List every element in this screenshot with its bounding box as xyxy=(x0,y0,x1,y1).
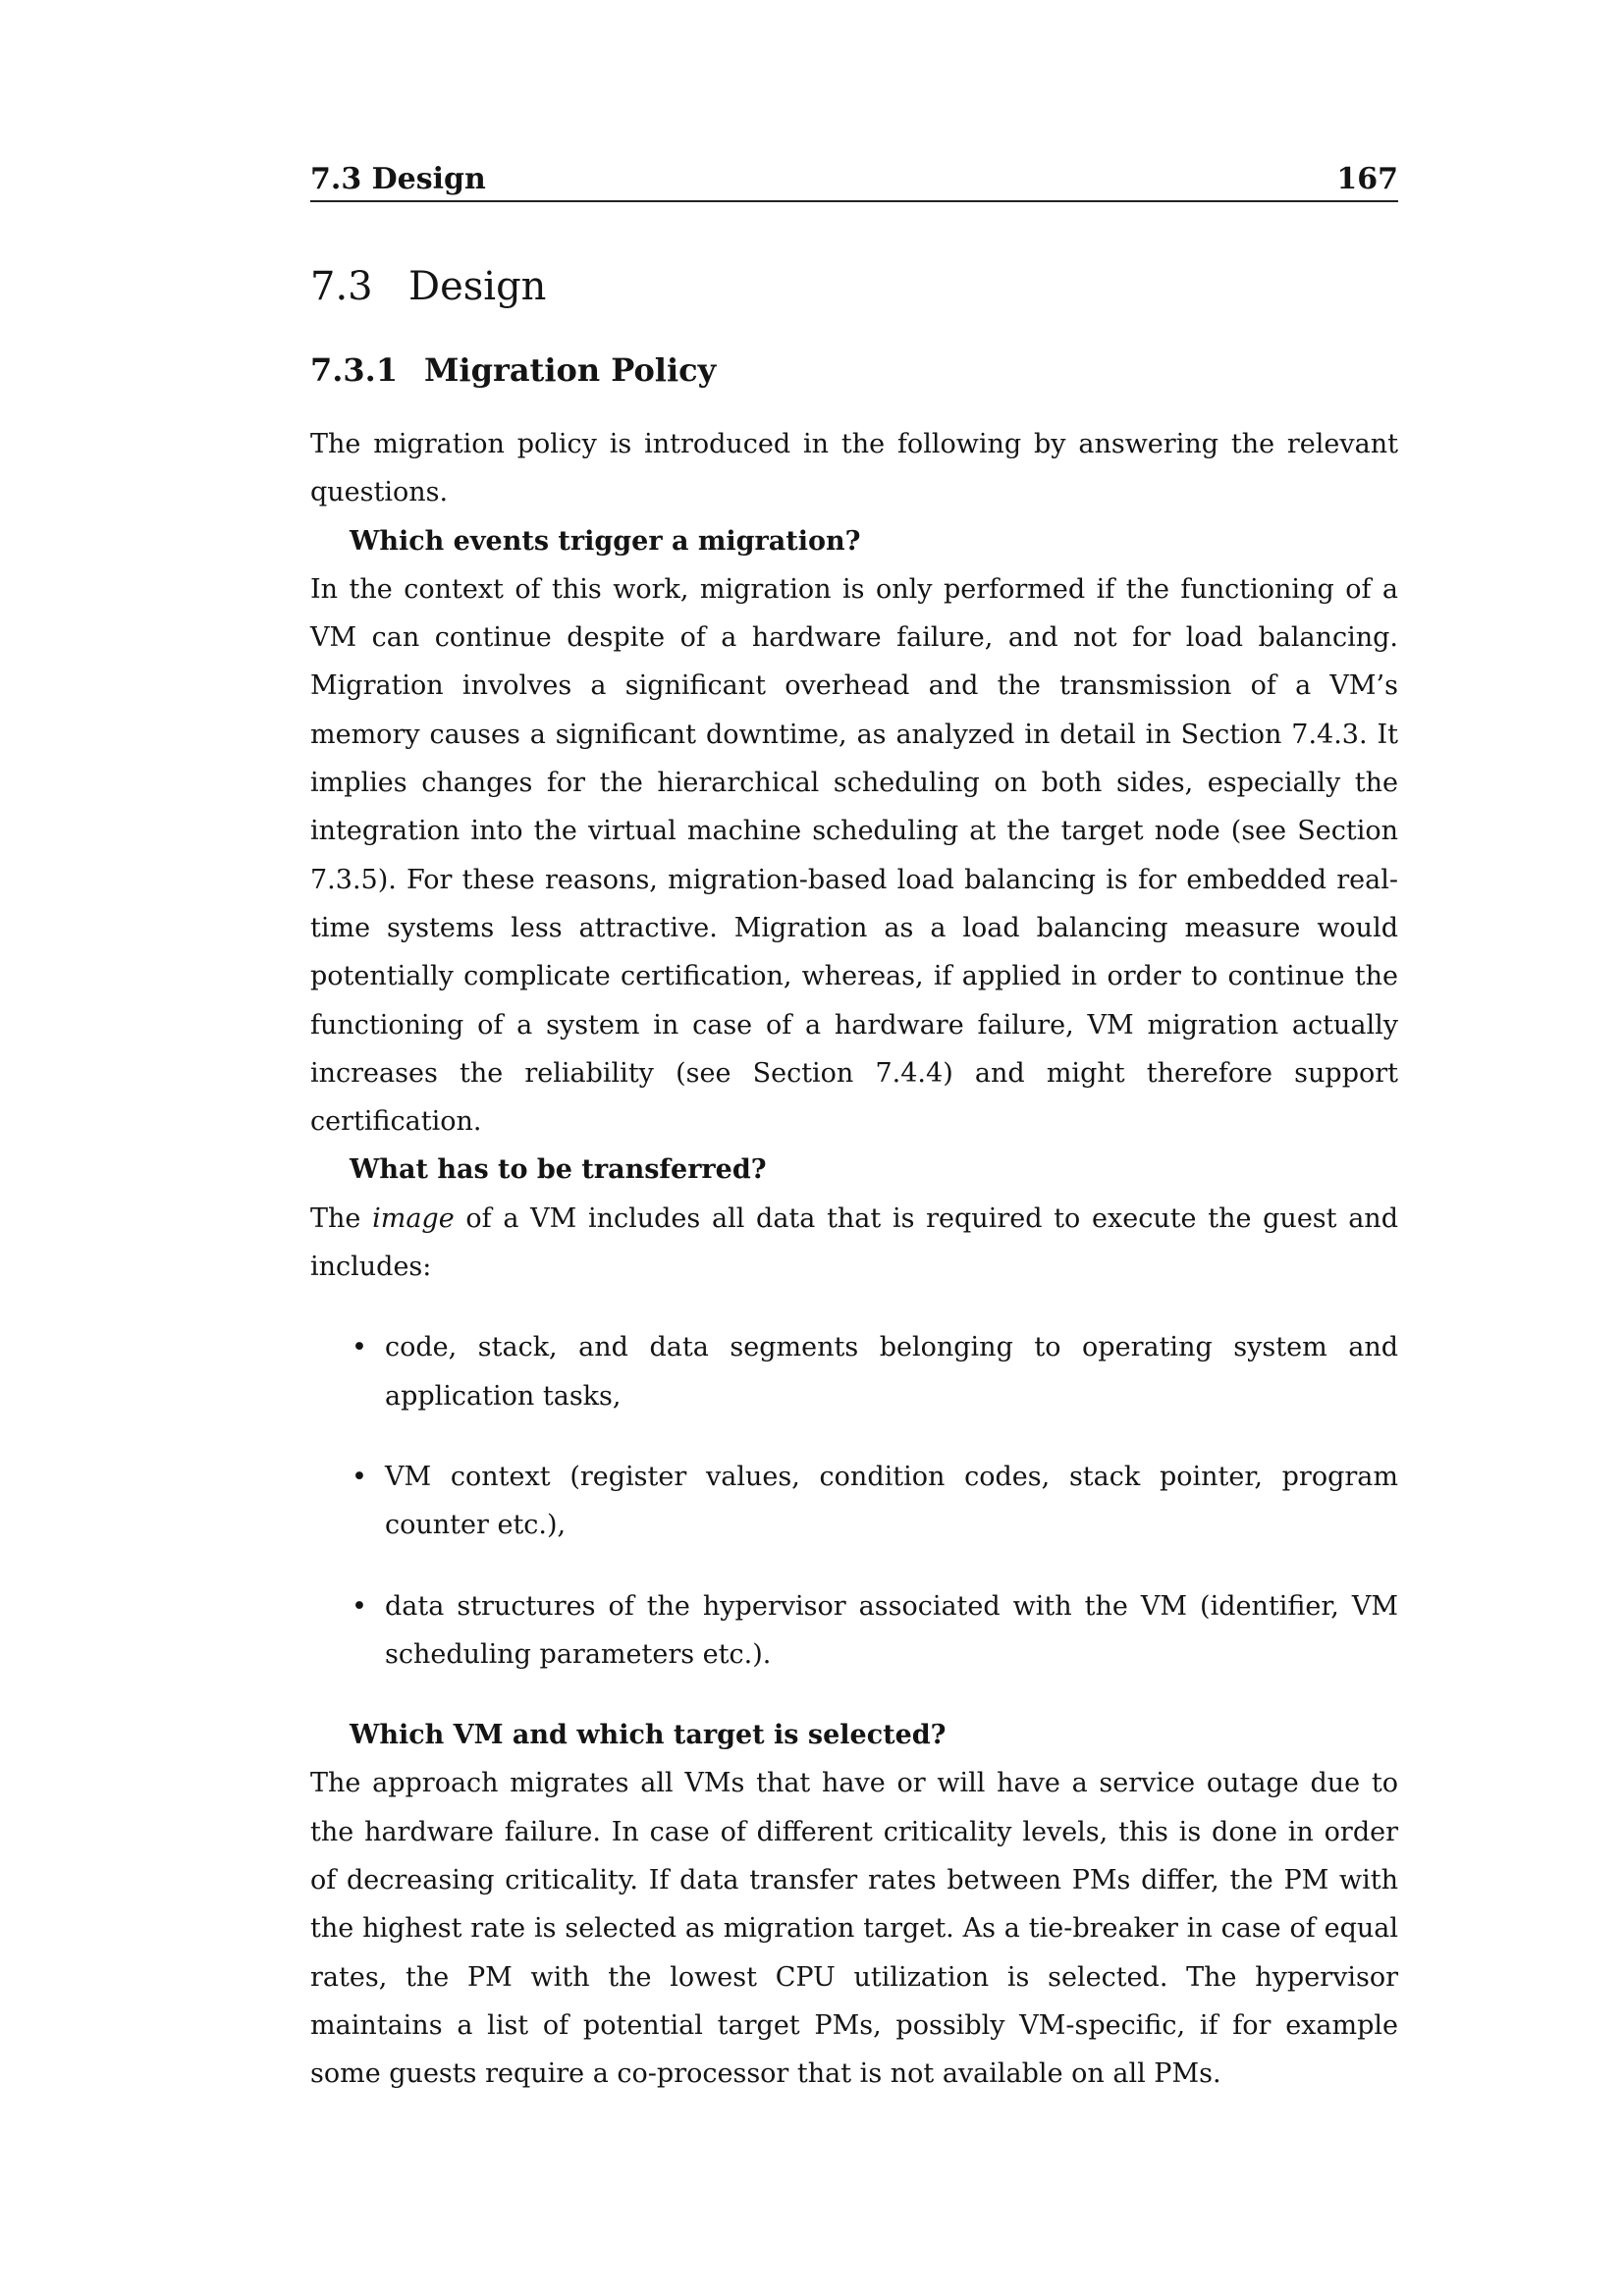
header-section-label: 7.3 Design xyxy=(310,162,486,196)
page-number: 167 xyxy=(1336,162,1398,196)
bullet-icon: • xyxy=(352,1332,367,1363)
section-heading xyxy=(310,257,546,316)
section-title: Design xyxy=(408,264,547,309)
transfer-text-after: of a VM includes all data that is required to execute the guest and includes: xyxy=(310,1202,1398,1283)
section-number: 7.3 xyxy=(310,264,373,309)
paragraph-selection: The approach migrates all VMs that have or will have a service outage due to the hardware failure. In case of different criticality levels, this is done in order of decreasing criticality. If data transfer rates between PMs differ, the PM with the highest rate is selected as migration target. As a tie-breaker in case of equal rates, the PM with the lowest CPU utilization is selected. The hypervisor maintains a list of potential target PMs, possibly VM-specific, if for example some guests require a co-processor that is not available on all PMs. xyxy=(310,1768,1398,2090)
body-text xyxy=(310,420,1398,2099)
transfer-items-list xyxy=(310,1323,1398,1679)
bullet-icon: • xyxy=(352,1590,367,1622)
question-heading-trigger: Which events trigger a migration? xyxy=(350,525,861,557)
paragraph-transfer xyxy=(310,1195,1398,1292)
subsection-heading xyxy=(310,348,716,392)
transfer-text-before: The xyxy=(310,1202,373,1234)
paragraph-trigger: In the context of this work, migration is only performed if the functioning of a VM can continue despite of a hardware failure, and not for load balancing. Migration involves a significant overhead and the transmission of a VM’s memory causes a significant downtime, as analyzed in detail in Section 7.4.3. It implies changes for the hierarchical scheduling on both sides, especially the integration into the virtual machine scheduling at the target node (see Section 7.3.5). For these reasons, migration-based load balancing is for embedded real-time systems less attractive. Migration as a load balancing measure would potentially complicate certification, whereas, if applied in order to continue the functioning of a system in case of a hardware failure, VM migration actually increases the reliability (see Section 7.4.4) and might therefore support certification. xyxy=(310,573,1398,1138)
subsection-number: 7.3.1 xyxy=(310,351,399,389)
list-item-text: code, stack, and data segments belonging to operating system and application tasks, xyxy=(385,1332,1398,1412)
list-item xyxy=(310,1582,1398,1680)
question-heading-transfer: What has to be transferred? xyxy=(350,1154,767,1186)
list-item-text: VM context (register values, condition codes, stack pointer, program counter etc.), xyxy=(385,1461,1398,1541)
subsection-title: Migration Policy xyxy=(424,351,717,389)
list-item xyxy=(310,1453,1398,1550)
bullet-icon: • xyxy=(352,1461,367,1492)
question-heading-selection: Which VM and which target is selected? xyxy=(350,1720,947,1751)
list-item-text: data structures of the hypervisor associated with the VM (identifier, VM scheduling parameters etc.). xyxy=(385,1590,1398,1670)
transfer-text-emphasis: image xyxy=(372,1202,455,1234)
running-header xyxy=(310,159,1398,202)
intro-paragraph: The migration policy is introduced in the following by answering the relevant questions. xyxy=(310,429,1398,508)
list-item xyxy=(310,1323,1398,1420)
